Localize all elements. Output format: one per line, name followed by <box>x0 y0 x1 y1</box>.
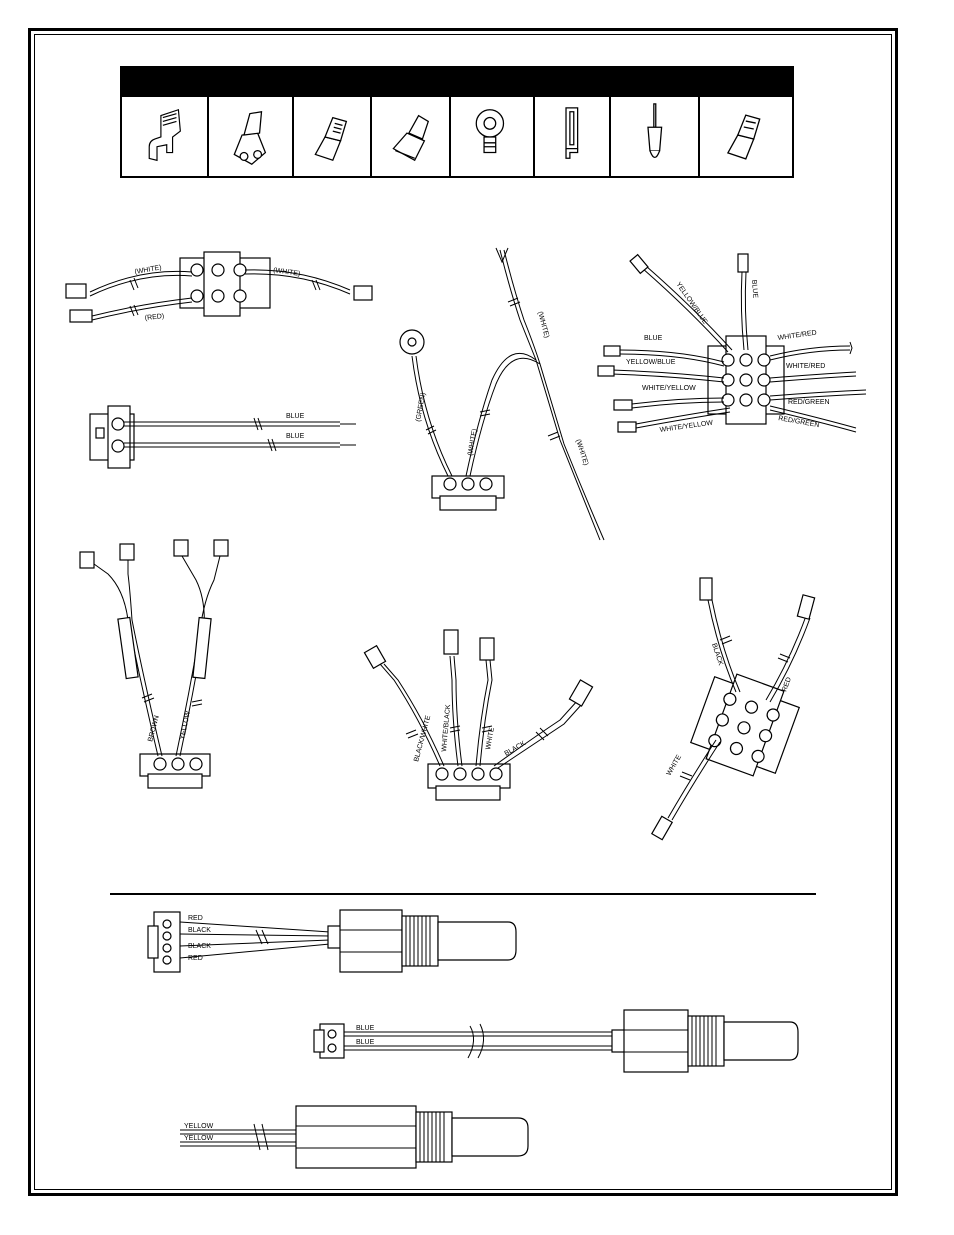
harness-d-w5-label: YELLOW/BLUE <box>626 359 676 366</box>
harness-a-wire3-label: (RED) <box>144 312 165 322</box>
harness-g-wire2-label: RED <box>781 676 793 693</box>
sensor-1-w1-label: RED <box>188 915 203 922</box>
harness-b-wire1-label: BLUE <box>286 413 305 420</box>
harness-e-wire2-label: YELLOW <box>179 710 193 741</box>
harness-g <box>652 578 815 840</box>
harness-f-wire3-label: WHITE <box>485 726 496 751</box>
sensor-1 <box>148 910 516 972</box>
sensor-3 <box>180 1106 528 1168</box>
sensor-2-w1-label: BLUE <box>356 1025 375 1032</box>
harness-f-wire1-label: BLACK/WHITE <box>413 714 433 763</box>
harness-f-wire4-label: BLACK <box>503 740 527 758</box>
harness-b <box>90 406 356 468</box>
sensor-1-w3-label: BLACK <box>188 943 211 950</box>
harness-c <box>400 248 604 540</box>
sensor-2 <box>314 1010 798 1072</box>
harness-c-wire1-label: (GREEN) <box>415 392 428 423</box>
sensor-1-w2-label: BLACK <box>188 927 211 934</box>
harness-e-wire1-label: BROWN <box>147 714 161 743</box>
harness-g-wire1-label: BLACK <box>710 642 724 667</box>
sensor-3-w2-label: YELLOW <box>184 1135 214 1142</box>
harness-d-w8-label: RED/GREEN <box>788 399 830 406</box>
harness-a-wire1-label: (WHITE) <box>134 264 163 276</box>
harness-e <box>80 540 228 788</box>
harness-a <box>66 252 372 322</box>
sensor-3-w1-label: YELLOW <box>184 1123 214 1130</box>
harness-c-wire2-label: (WHITE) <box>467 428 479 457</box>
harness-d-w1-label: YELLOW/BLUE <box>674 281 709 326</box>
harness-d-w7-label: WHITE/YELLOW <box>642 385 696 392</box>
harness-d-w9-label: WHITE/YELLOW <box>659 419 714 434</box>
harness-d-w2-label: BLUE <box>750 279 759 299</box>
harness-f-wire2-label: WHITE/BLACK <box>441 704 453 753</box>
sensor-2-w2-label: BLUE <box>356 1039 375 1046</box>
harness-d-w6-label: WHITE/RED <box>786 363 826 370</box>
harness-c-wire3-label: (WHITE) <box>536 310 550 339</box>
harness-a-wire2-label: (WHITE) <box>272 267 301 278</box>
harness-c-wire4-label: (WHITE) <box>574 438 590 467</box>
sensor-1-w4-label: RED <box>188 955 203 962</box>
harness-d-w10-label: RED/GREEN <box>777 415 820 430</box>
harness-f <box>364 630 592 800</box>
harness-d-w4-label: WHITE/RED <box>777 329 818 342</box>
harness-d-w3-label: BLUE <box>644 335 663 342</box>
harness-g-wire3-label: WHITE <box>665 753 684 777</box>
harness-b-wire2-label: BLUE <box>286 433 305 440</box>
harness-d <box>598 254 866 434</box>
